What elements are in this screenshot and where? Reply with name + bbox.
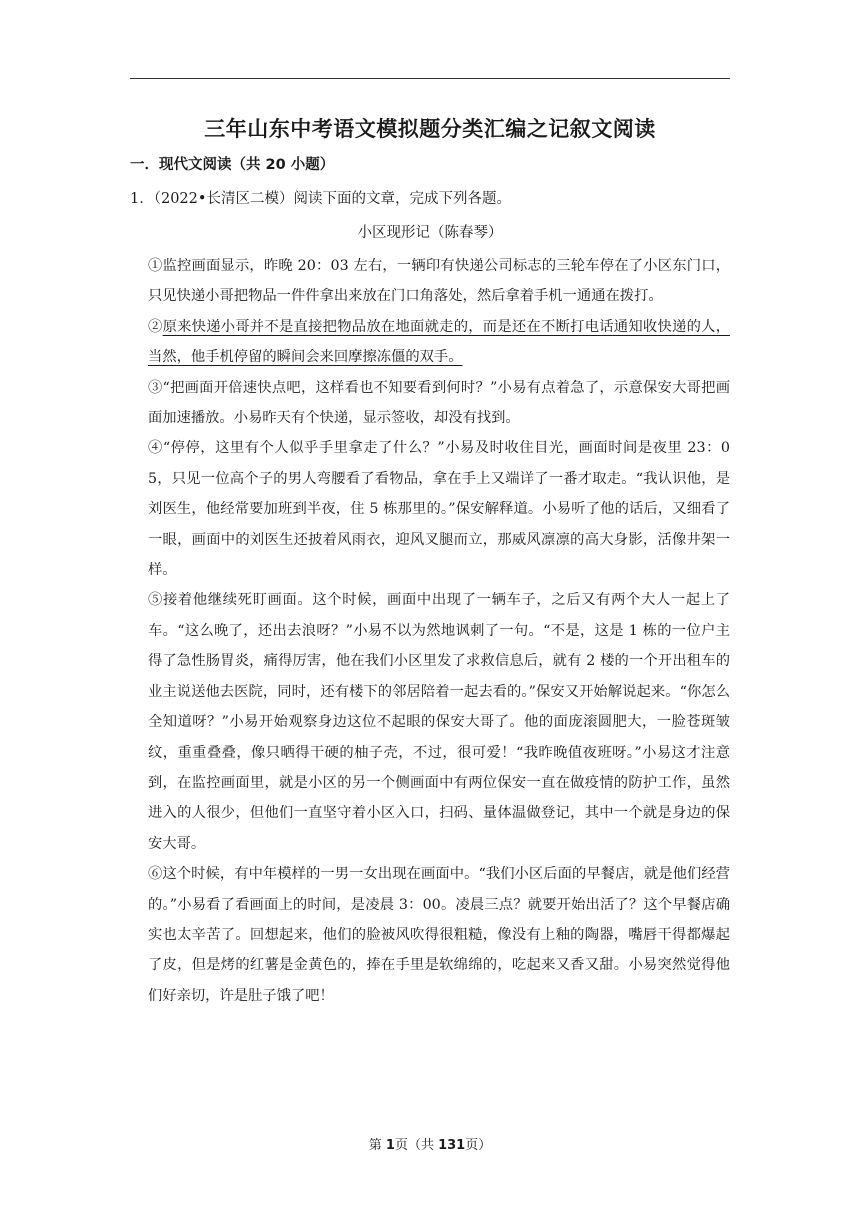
- paragraph-5: ⑤接着他继续死盯画面。这个时候，画面中出现了一辆车子，之后又有两个大人一起上了车。“这么晚了，还出去浪呀？”小易不以为然地讽刺了一句。“不是，这是 1 栋的一位户主得了急性肠胃炎，痛得厉害，他在我们小区里发了求救信息后，就有 2 楼的一个开出租车的业主说送他去医院，同时，还有楼下的邻居陪着一起去看的。”保安又开始解说起来。“你怎么全知道呀？”小易开始观察身边这位不起眼的保安大哥了。他的面庞滚圆肥大，一脸苍斑皱纹，重重叠叠，像只晒得干硬的柚子壳，不过，很可爱！“我昨晚值夜班呀。”小易这才注意到，在监控画面里，就是小区的另一个侧画面中有两位保安一直在做疫情的防护工作，虽然进入的人很少，但他们一直坚守着小区入口，扫码、量体温做登记，其中一个就是身边的保安大哥。: [148, 592, 730, 852]
- article-title: 小区现形记（陈春琴）: [357, 225, 503, 241]
- article-body: [148, 251, 730, 1011]
- paragraph-6: ⑥这个时候，有中年模样的一男一女出现在画面中。“我们小区后面的早餐店，就是他们经营的。”小易看了看画面上的时间，是凌晨 3：00。凌晨三点？就要开始出活了？这个早餐店确实也太辛苦了。回想起来，他们的脸被风吹得很粗糙，像没有上釉的陶器，嘴唇干得都爆起了皮，但是烤的红薯是金黄色的，捧在手里是软绵绵的，吃起来又香又甜。小易突然觉得他们好亲切，许是肚子饿了吧！: [148, 866, 730, 1004]
- paragraph-2-marker: ②: [148, 318, 163, 335]
- question-prompt: [130, 187, 730, 211]
- page-footer: [130, 1136, 730, 1156]
- paragraph-1: ①监控画面显示，昨晚 20：03 左右，一辆印有快递公司标志的三轮车停在了小区东门口，只见快递小哥把物品一件件拿出来放在门口角落处，然后拿着手机一通通在拨打。: [148, 258, 730, 305]
- underlined-sentence: 原来快递小哥并不是直接把物品放在地面就走的，而是还在不断打电话通知收快递的人，当然，他手机停留的瞬间会来回摩擦冻僵的双手。: [148, 318, 731, 366]
- question-instruction: 阅读下面的文章，完成下列各题。: [293, 191, 511, 207]
- footer-page-number: 1: [385, 1138, 395, 1153]
- footer-total-pages: 131: [438, 1138, 466, 1153]
- paragraph-3: ③“把画面开倍速快点吧，这样看也不知要看到何时？”小易有点着急了，示意保安大哥把画面加速播放。小易昨天有个快递，显示签收，却没有找到。: [148, 379, 730, 427]
- footer-middle: 页（共: [394, 1138, 439, 1153]
- page-title: 三年山东中考语文模拟题分类汇编之记叙文阅读: [204, 117, 656, 141]
- question-number: 1．: [130, 191, 154, 207]
- paragraph-2: [148, 312, 730, 373]
- header-rule: [130, 78, 730, 79]
- footer-suffix: 页）: [465, 1138, 492, 1153]
- question-source: （2022•长清区二模）: [153, 191, 294, 207]
- paragraph-4: ④“停停，这里有个人似乎手里拿走了什么？”小易及时收住目光，画面时间是夜里 23：05，只见一位高个子的男人弯腰看了看物品，拿在手上又端详了一番才取走。“我认识他，是刘医生，他经常要加班到半夜，住 5 栋那里的。”保安解释道。小易听了他的话后，又细看了一眼，画面中的刘医生还披着风雨衣，迎风叉腿而立，那威风凛凛的高大身影，活像井架一样。: [148, 440, 730, 579]
- section-heading: 一．现代文阅读（共 20 小题）: [130, 157, 335, 173]
- footer-prefix: 第: [368, 1138, 386, 1153]
